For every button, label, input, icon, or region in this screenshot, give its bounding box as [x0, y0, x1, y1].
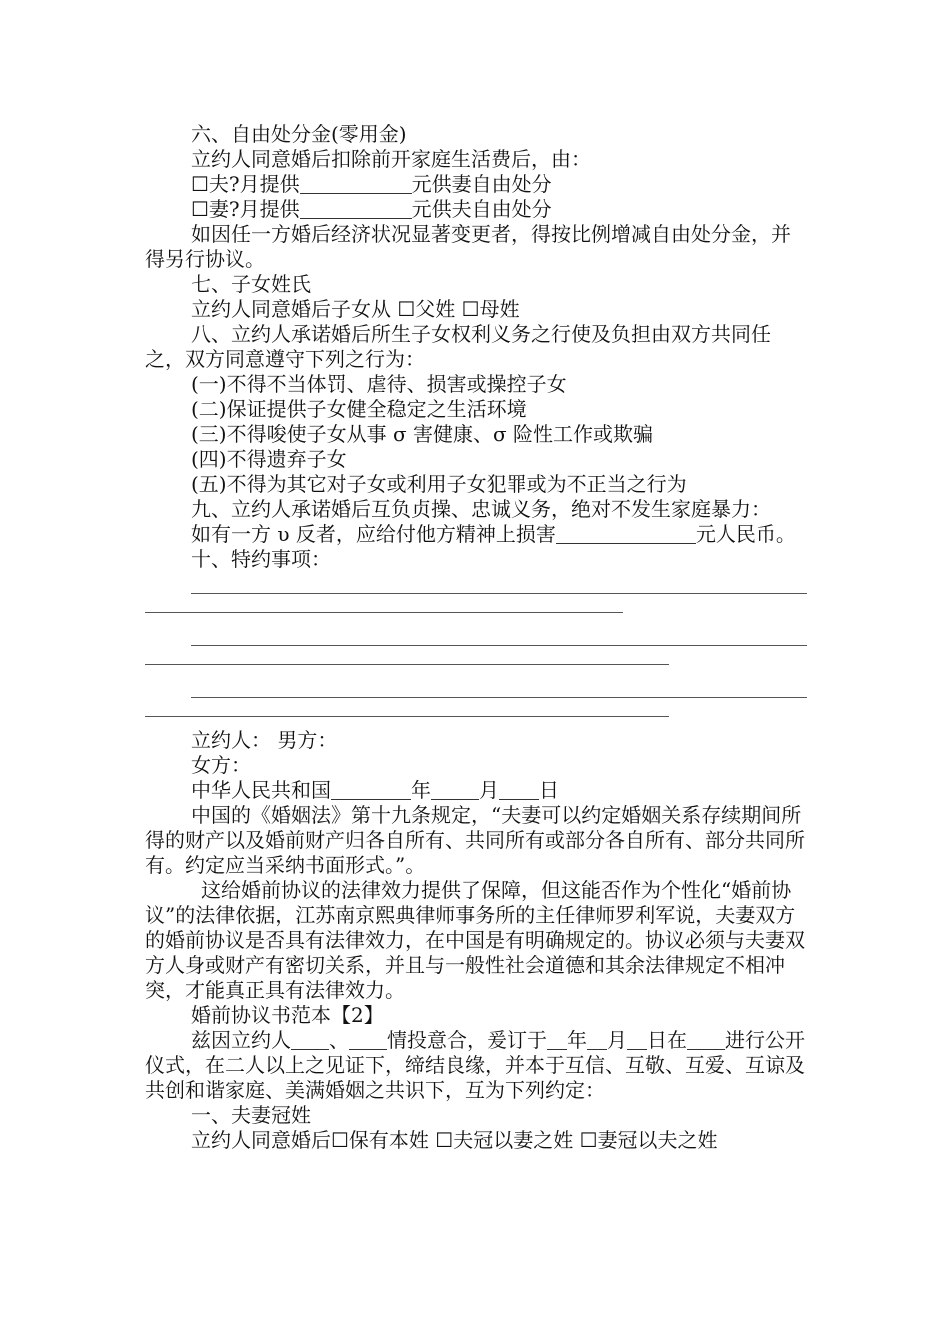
section-7-title: 七、子女姓氏 — [191, 272, 311, 296]
section-1-body: 立约人同意婚后☐保有本姓 ☐夫冠以妻之姓 ☐妻冠以夫之姓 — [191, 1128, 718, 1152]
blank-field — [499, 781, 539, 800]
blank-field — [431, 781, 479, 800]
blank-field — [627, 1031, 647, 1050]
section-8-item-4: (四)不得遗弃子女 — [191, 447, 347, 471]
blank-field — [587, 1031, 607, 1050]
section-6-title: 六、自由处分金(零用金) — [191, 122, 407, 146]
section-6-note: 如因任一方婚后经济状况显著变更者，得按比例增减自由处分金，并得另行协议。 — [145, 222, 791, 271]
document-page — [145, 122, 807, 1153]
section-7-body: 立约人同意婚后子女从 ☐父姓 ☐母姓 — [191, 297, 520, 321]
blank-field — [556, 525, 696, 544]
section-9-title: 九、立约人承诺婚后互负贞操、忠诚义务，绝对不发生家庭暴力： — [191, 497, 771, 521]
section-6-option-husband: ☐夫?月提供 元供妻自由处分 — [191, 172, 552, 196]
blank-field — [300, 200, 412, 219]
sample-title: 婚前协议书范本【2】 — [191, 1003, 384, 1027]
special-terms-line — [145, 676, 807, 702]
section-8-item-3: (三)不得唆使子女从事 σ 害健康、σ 险性工作或欺骗 — [191, 422, 653, 446]
special-terms-line — [145, 572, 807, 598]
special-terms-line — [145, 598, 807, 624]
basis-paragraph: 这给婚前协议的法律效力提供了保障，但这能否作为个性化“婚前协议”的法律依据，江苏南京熙典律师事务所的主任律师罗利军说，夫妻双方的婚前协议是否具有法律效力，在中国是有明确规定的。协议必须与夫妻双方人身或财产有密切关系，并且与一般性社会道德和其余法律规定不相冲突，才能真正具有法律效力。 — [145, 878, 805, 1002]
section-10-title: 十、特约事项： — [191, 547, 331, 571]
special-terms-line — [145, 702, 807, 728]
law-paragraph: 中国的《婚姻法》第十九条规定，“夫妻可以约定婚姻关系存续期间所得的财产以及婚前财产归各自所有、共同所有或部分各自所有、部分共同所有。约定应当采纳书面形式。”。 — [145, 803, 805, 877]
section-8-title: 八、立约人承诺婚后所生子女权利义务之行使及负担由双方共同任之，双方同意遵守下列之行为： — [145, 322, 771, 371]
date-line: 中华人民共和国 年 月 日 — [191, 778, 559, 802]
section-8-item-1: (一)不得不当体罚、虐待、损害或操控子女 — [191, 372, 567, 396]
section-8-item-2: (二)保证提供子女健全稳定之生活环境 — [191, 397, 527, 421]
section-6-intro: 立约人同意婚后扣除前开家庭生活费后，由： — [191, 147, 591, 171]
blank-field — [291, 1031, 329, 1050]
sample-intro-paragraph: 兹因立约人 、 情投意合，爰订于 年 月 日在 进行公开仪式，在二人以上之见证下，缔结良缘，并本于互信、互敬、互爱、互谅及共创和谐家庭、美满婚姻之共识下，互为下列约定： — [145, 1028, 805, 1102]
section-1-title: 一、夫妻冠姓 — [191, 1103, 311, 1127]
blank-field — [687, 1031, 725, 1050]
signature-label: 立约人： 男方： — [191, 728, 338, 752]
special-terms-line — [145, 650, 807, 676]
blank-field — [300, 175, 412, 194]
special-terms-line — [145, 624, 807, 650]
section-9-body: 如有一方 υ 反者，应给付他方精神上损害 元人民币。 — [191, 522, 796, 546]
section-8-item-5: (五)不得为其它对子女或利用子女犯罪或为不正当之行为 — [191, 472, 687, 496]
blank-field — [331, 781, 411, 800]
signature-female: 女方： — [191, 753, 251, 777]
blank-field — [349, 1031, 387, 1050]
blank-field — [547, 1031, 567, 1050]
section-6-option-wife: ☐妻?月提供 元供夫自由处分 — [191, 197, 552, 221]
